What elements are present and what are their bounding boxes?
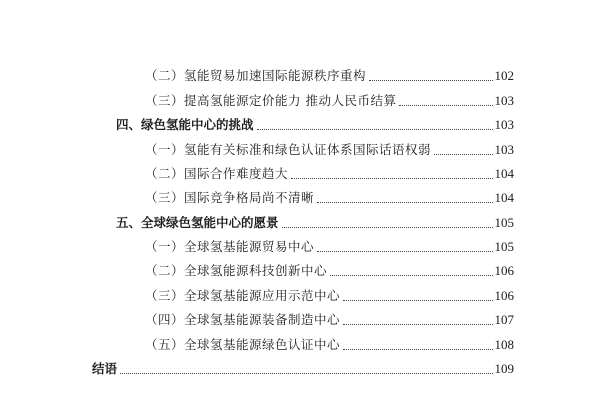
toc-entry-title: （三）全球氢基能源应用示范中心 bbox=[145, 288, 341, 303]
toc-entry-title: 四、绿色氢能中心的挑战 bbox=[116, 117, 254, 132]
dot-leader bbox=[120, 373, 492, 374]
toc-entry-page-number: 105 bbox=[494, 215, 514, 230]
toc-entry-title: （三）提高氢能源定价能力 推动人民币结算 bbox=[145, 93, 397, 108]
toc-entry-page-number: 103 bbox=[494, 117, 514, 132]
dot-leader bbox=[343, 324, 492, 325]
dot-leader bbox=[434, 154, 492, 155]
toc-entry-page-number: 104 bbox=[494, 166, 514, 181]
toc-entry-page-number: 107 bbox=[494, 312, 514, 327]
toc-entry-page-number: 109 bbox=[494, 361, 514, 376]
toc-entry[interactable] bbox=[145, 186, 514, 206]
dot-leader bbox=[282, 227, 493, 228]
toc-entry-title: 结语 bbox=[92, 361, 118, 376]
toc-entry[interactable] bbox=[145, 284, 514, 304]
toc-chapter-heading[interactable] bbox=[92, 357, 514, 377]
toc-entry[interactable] bbox=[145, 64, 514, 84]
toc-entry-page-number: 106 bbox=[494, 288, 514, 303]
dot-leader bbox=[343, 349, 492, 350]
toc-entry[interactable] bbox=[145, 138, 514, 158]
toc-entry-title: （一）氢能有关标准和绿色认证体系国际话语权弱 bbox=[145, 142, 432, 157]
toc-entry-title: （四）全球氢基能源装备制造中心 bbox=[145, 312, 341, 327]
toc-entry-page-number: 104 bbox=[494, 190, 514, 205]
toc-entry-title: （二）氢能贸易加速国际能源秩序重构 bbox=[145, 68, 367, 83]
toc-entry-title: 五、全球绿色氢能中心的愿景 bbox=[116, 215, 279, 230]
toc-entry-title: （二）全球氢能源科技创新中心 bbox=[145, 263, 328, 278]
toc-entry-page-number: 105 bbox=[494, 239, 514, 254]
toc-entry-title: （一）全球氢基能源贸易中心 bbox=[145, 239, 315, 254]
toc-entry-page-number: 108 bbox=[494, 337, 514, 352]
toc-entry-page-number: 103 bbox=[494, 93, 514, 108]
dot-leader bbox=[369, 80, 492, 81]
toc-entry-page-number: 102 bbox=[494, 68, 514, 83]
toc-entry-title: （二）国际合作难度趋大 bbox=[145, 166, 289, 181]
dot-leader bbox=[399, 105, 492, 106]
toc-entry[interactable] bbox=[145, 162, 514, 182]
dot-leader bbox=[343, 300, 492, 301]
dot-leader bbox=[291, 178, 492, 179]
dot-leader bbox=[257, 129, 493, 130]
toc-entry[interactable] bbox=[145, 89, 514, 109]
toc-section-heading[interactable] bbox=[116, 211, 514, 231]
dot-leader bbox=[317, 202, 492, 203]
dot-leader bbox=[330, 275, 492, 276]
toc-entry-page-number: 106 bbox=[494, 263, 514, 278]
dot-leader bbox=[317, 251, 492, 252]
toc-entry[interactable] bbox=[145, 333, 514, 353]
toc-entry-title: （五）全球氢基能源绿色认证中心 bbox=[145, 337, 341, 352]
toc-entry[interactable] bbox=[145, 308, 514, 328]
toc-entry[interactable] bbox=[145, 259, 514, 279]
toc-entry-page-number: 103 bbox=[494, 142, 514, 157]
toc-entry[interactable] bbox=[145, 235, 514, 255]
toc-section-heading[interactable] bbox=[116, 113, 514, 133]
toc-entry-title: （三）国际竞争格局尚不清晰 bbox=[145, 190, 315, 205]
